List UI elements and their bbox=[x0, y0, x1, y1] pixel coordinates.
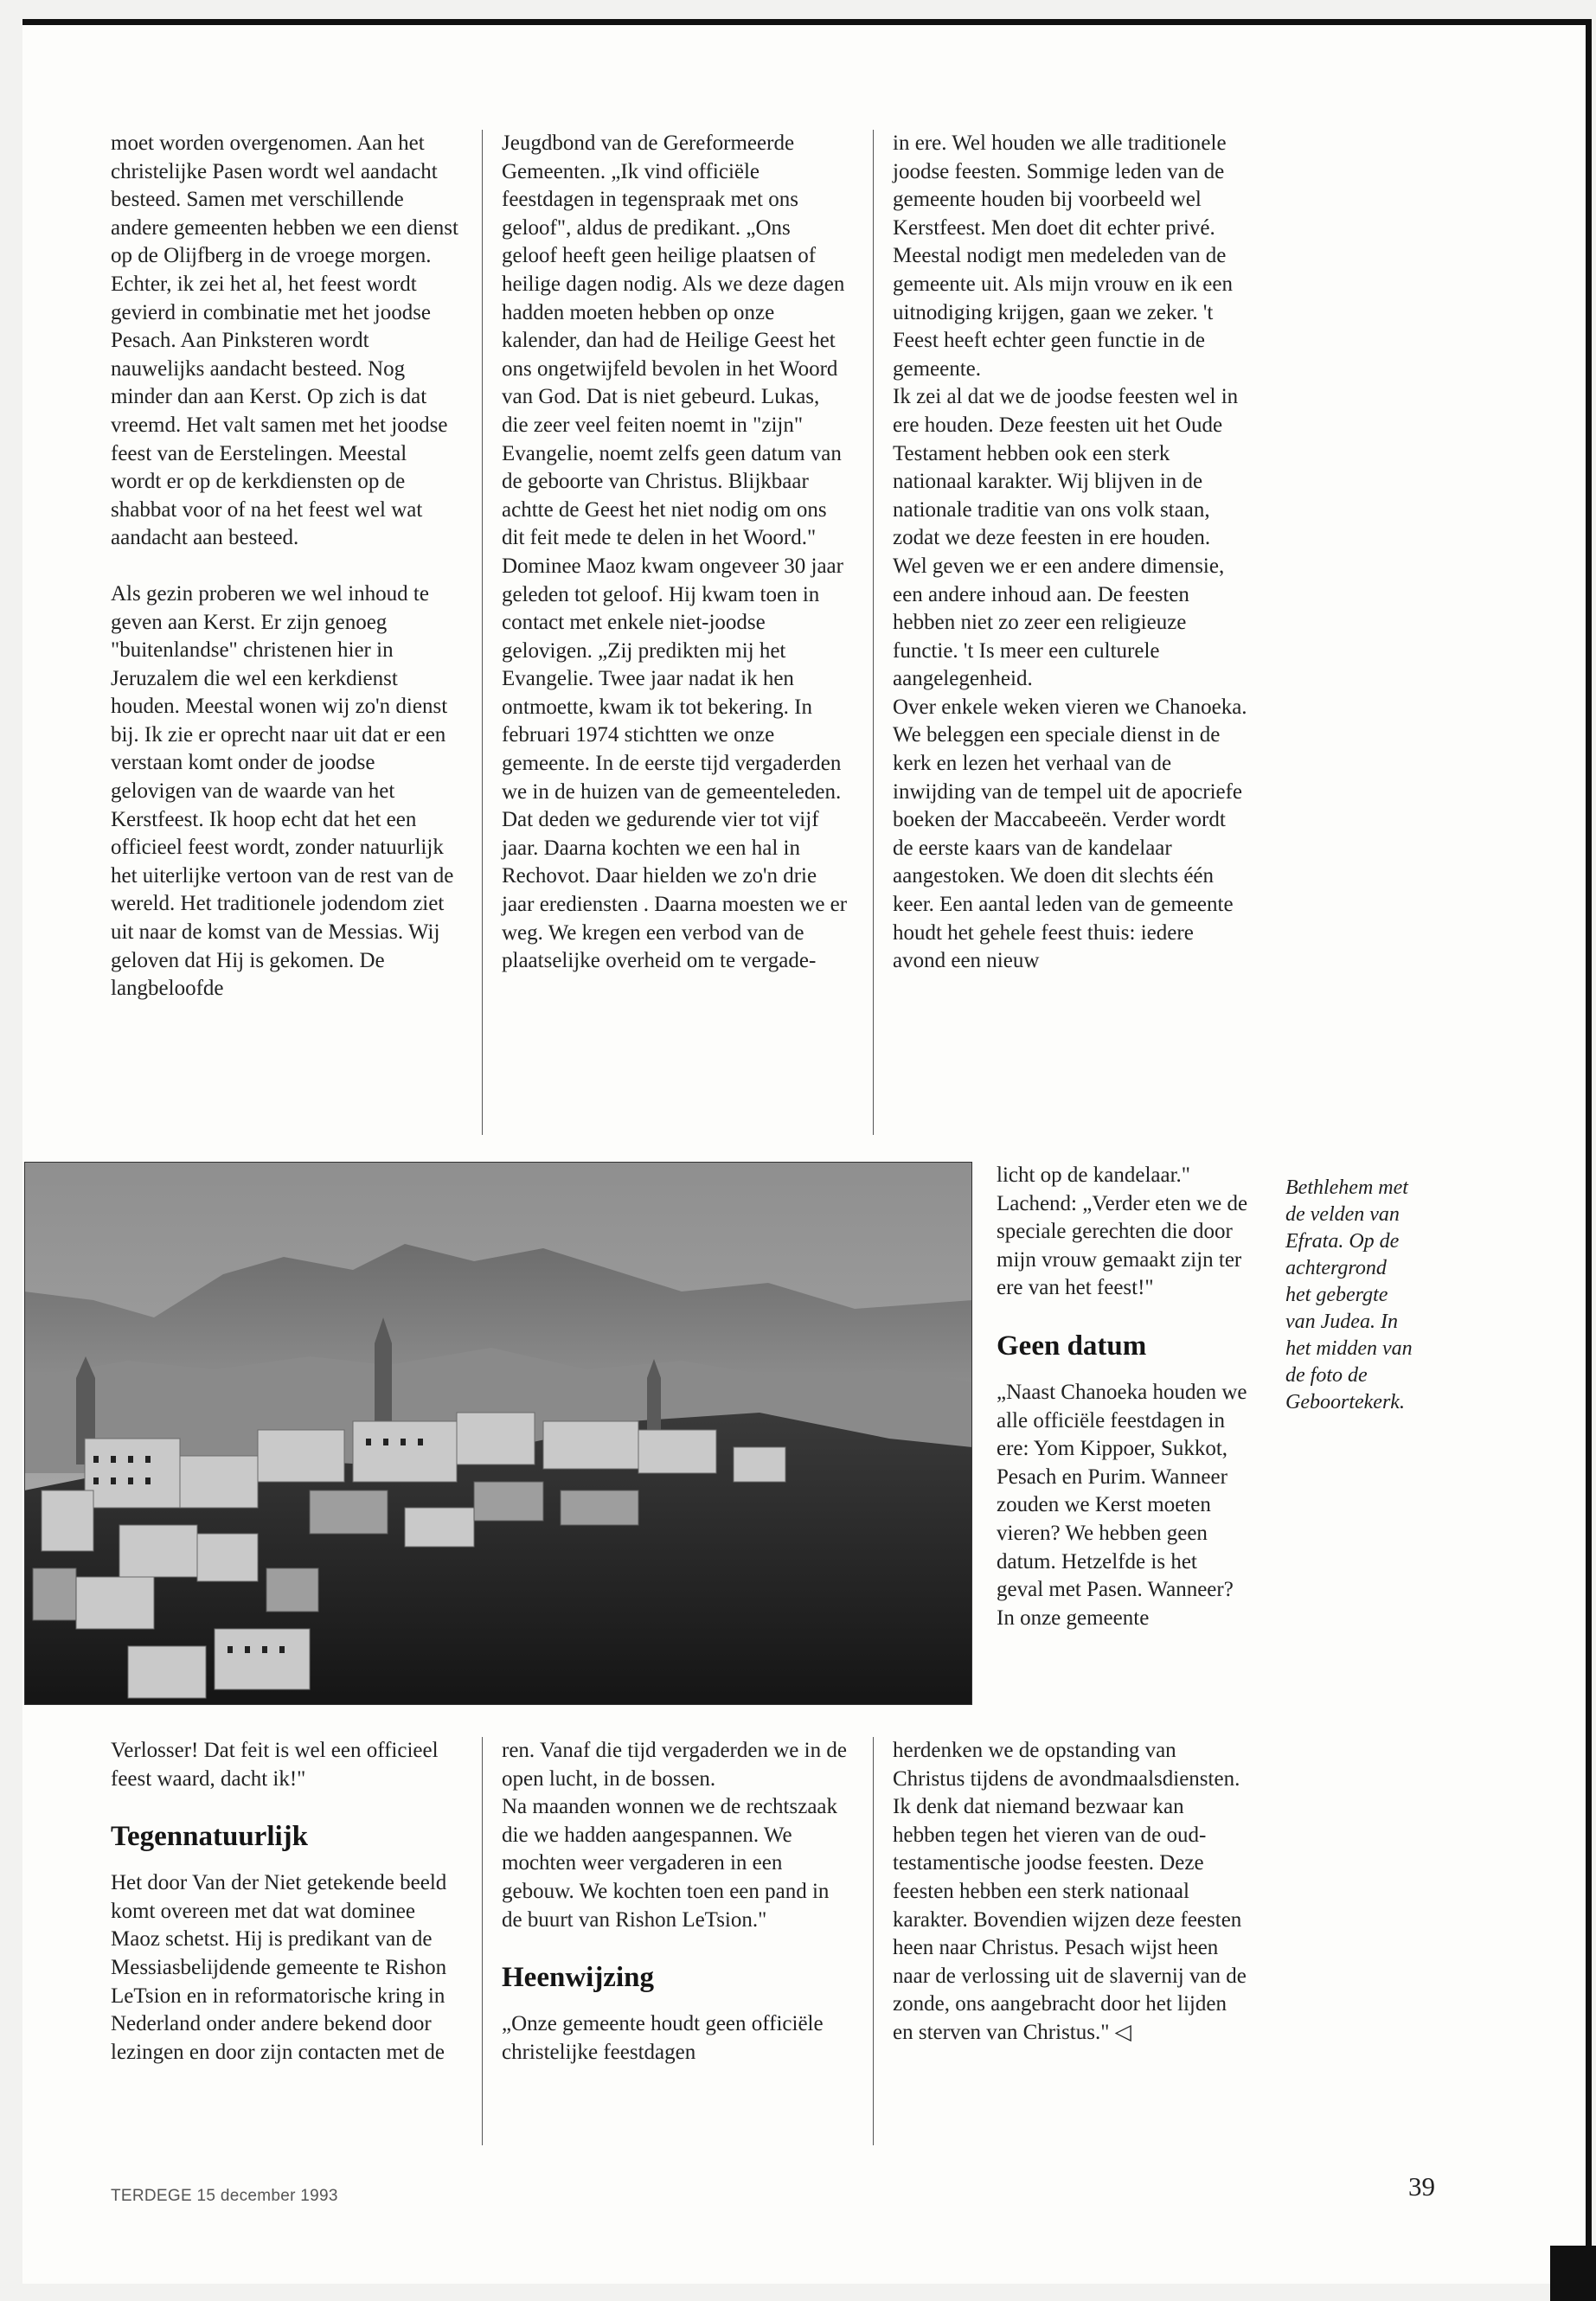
column-rule bbox=[873, 130, 874, 1135]
paragraph: „Naast Chanoeka houden we alle officiële feestdagen in ere: Yom Kippoer, Sukkot, Pesach en Purim. Wanneer zouden we Kerst moeten vieren? We hebben geen datum. Hetzelfde is het geval met Pasen. Wanneer? bbox=[997, 1380, 1247, 1602]
article-column-3 bbox=[893, 130, 1249, 976]
paragraph: Over enkele weken vieren we Chanoeka. We beleggen een speciale dienst in de kerk en lezen het verhaal van de inwijding van de tempel uit de apocriefe boeken der Maccabeeën. Verder wordt de eerste kaars van de kandelaar aangestoken. We doen dit slechts één keer. Een aantal leden van de gemeente houdt het gehele feest thuis: iedere avond een nieuw bbox=[893, 695, 1247, 973]
paragraph: in ere. Wel houden we alle traditionele joodse feesten. Sommige leden van de gemeente houden bij voorbeeld wel Kerstfeest. Men doet dit echter privé. Meestal nodigt men medeleden van de gemeente uit. Als mijn vrouw en ik een uitnodiging krijgen, gaan we zeker. 't Feest heeft echter geen functie in de gemeente. bbox=[893, 131, 1233, 381]
paragraph: Verlosser! Dat feit is wel een officieel feest waard, dacht ik!" bbox=[111, 1739, 439, 1791]
paragraph: licht op de kandelaar." Lachend: „Verder eten we de speciale gerechten die door mijn vrouw gemaakt zijn ter ere van het feest!" bbox=[997, 1163, 1248, 1300]
scan-border-corner bbox=[1550, 2246, 1596, 2301]
bethlehem-photo bbox=[24, 1162, 972, 1705]
section-heading: Tegennatuurlijk bbox=[111, 1821, 309, 1853]
column-rule bbox=[482, 1737, 483, 2145]
paragraph: Dominee Maoz kwam ongeveer 30 jaar geleden tot geloof. Hij kwam toen in contact met enkele niet-joodse gelovigen. „Zij predikten mij het Evangelie. Twee jaar nadat ik hen ontmoette, kwam ik tot bekering. In februari 1974 stichtten we onze gemeente. In de eerste tijd vergaderden we in de huizen van de gemeenteleden. Dat deden we gedurende vier tot vijf jaar. Daarna kochten we een hal in Rechovot. Daar hielden we zo'n drie jaar erediensten . Daarna moesten we er weg. We kregen een verbod van de plaatselijke overheid om te vergade- bbox=[502, 554, 848, 973]
paragraph: Ik denk dat niemand bezwaar kan hebben tegen het vieren van de oud-testamentische joodse feesten. Deze feesten hebben een sterk nationaal karakter. Bovendien wijzen deze feesten heen naar Christus. Pesach wijst heen naar de verlossing uit de slavernij van de zonde, ons aangebracht door het lijden en sterven van Christus." ◁ bbox=[893, 1795, 1247, 2044]
column-rule bbox=[873, 1737, 874, 2145]
article-column-1 bbox=[111, 130, 460, 1003]
paragraph: herdenken we de opstanding van Christus tijdens de avondmaalsdiensten. bbox=[893, 1739, 1240, 1791]
paragraph: Als gezin proberen we wel inhoud te geven aan Kerst. Er zijn genoeg "buitenlandse" christenen hier in Jeruzalem die wel een kerkdienst houden. Meestal wonen wij zo'n dienst bij. Ik zie er oprecht naar uit dat er een verstaan komt onder de joodse gelovigen van de waarde van het Kerstfeest. Ik hoop echt dat het een officieel feest wordt, zonder natuurlijk het uiterlijke vertoon van de rest van de wereld. Het traditionele jodendom ziet uit naar de komst van de Messias. Wij geloven dat Hij is gekomen. De langbeloofde bbox=[111, 581, 454, 1001]
paragraph: Het door Van der Niet getekende beeld komt overeen met dat wat dominee Maoz schetst. Hij is predikant van de Messiasbelijdende gemeente te Rishon LeTsion en in reformatorische kring in Nederland onder andere bekend door lezingen en door zijn contacten met de bbox=[111, 1871, 447, 2064]
article-column-3-bottom bbox=[893, 1737, 1249, 2048]
paragraph: Jeugdbond van de Gereformeerde Gemeenten. „Ik vind officiële feestdagen in tegenspraak met ons geloof", aldus de predikant. „Ons geloof heeft geen heilige plaatsen of heilige dagen nodig. Als we deze dagen hadden moeten hebben op onze kalender, dan had de Heilige Geest het ons ongetwijfeld bevolen in het Woord van God. Dat is niet gebeurd. Lukas, die zeer veel feiten noemt in "zijn" Evangelie, noemt zelfs geen datum van de geboorte van Christus. Blijkbaar achtte de Geest het niet nodig om ons dit feit mede te delen in het Woord." bbox=[502, 131, 845, 550]
paragraph: „Onze gemeente houdt geen officiële christelijke feestdagen bbox=[502, 2012, 824, 2064]
page-number: 39 bbox=[1408, 2171, 1435, 2202]
paragraph: ren. Vanaf die tijd vergaderden we in de open lucht, in de bossen. bbox=[502, 1739, 847, 1791]
article-column-3-continued bbox=[997, 1162, 1249, 1632]
article-column-1-bottom bbox=[111, 1737, 460, 2067]
publication-footer: TERDEGE 15 december 1993 bbox=[111, 2187, 338, 2205]
article-column-2 bbox=[502, 130, 848, 976]
photo-caption: Bethlehem met de velden van Efrata. Op de achtergrond het gebergte van Judea. In het midden van de foto de Geboortekerk. bbox=[1285, 1176, 1413, 1413]
paragraph: Na maanden wonnen we de rechtszaak die we hadden aangespannen. We mochten weer vergaderen in een gebouw. We kochten toen een pand in de buurt van Rishon LeTsion." bbox=[502, 1795, 838, 1932]
paragraph: moet worden overgenomen. Aan het christelijke Pasen wordt wel aandacht besteed. Samen met verschillende andere gemeenten hebben we een dienst op de Olijfberg in de vroege morgen. Echter, ik zei het al, het feest wordt gevierd in combinatie met het joodse Pesach. Aan Pinksteren wordt nauwelijks aandacht besteed. Nog minder dan aan Kerst. Op zich is dat vreemd. Het valt samen met het joodse feest van de Eerstelingen. Meestal wordt er op de kerkdiensten op de shabbat voor of na het feest wel wat aandacht aan besteed. bbox=[111, 131, 458, 550]
section-heading: Heenwijzing bbox=[502, 1962, 654, 1994]
paragraph: Ik zei al dat we de joodse feesten wel in ere houden. Deze feesten uit het Oude Testament hebben ook een sterk nationaal karakter. Wij blijven in de nationale traditie van ons volk staan, zodat we deze feesten in ere houden. Wel geven we er een andere dimensie, een andere inhoud aan. De feesten hebben niet zo zeer een religieuze functie. 't Is meer een culturele aangelegenheid. bbox=[893, 385, 1239, 691]
article-column-2-bottom bbox=[502, 1737, 848, 2067]
column-rule bbox=[482, 130, 483, 1135]
section-heading: Geen datum bbox=[997, 1330, 1147, 1362]
paragraph: In onze gemeente bbox=[997, 1606, 1150, 1630]
